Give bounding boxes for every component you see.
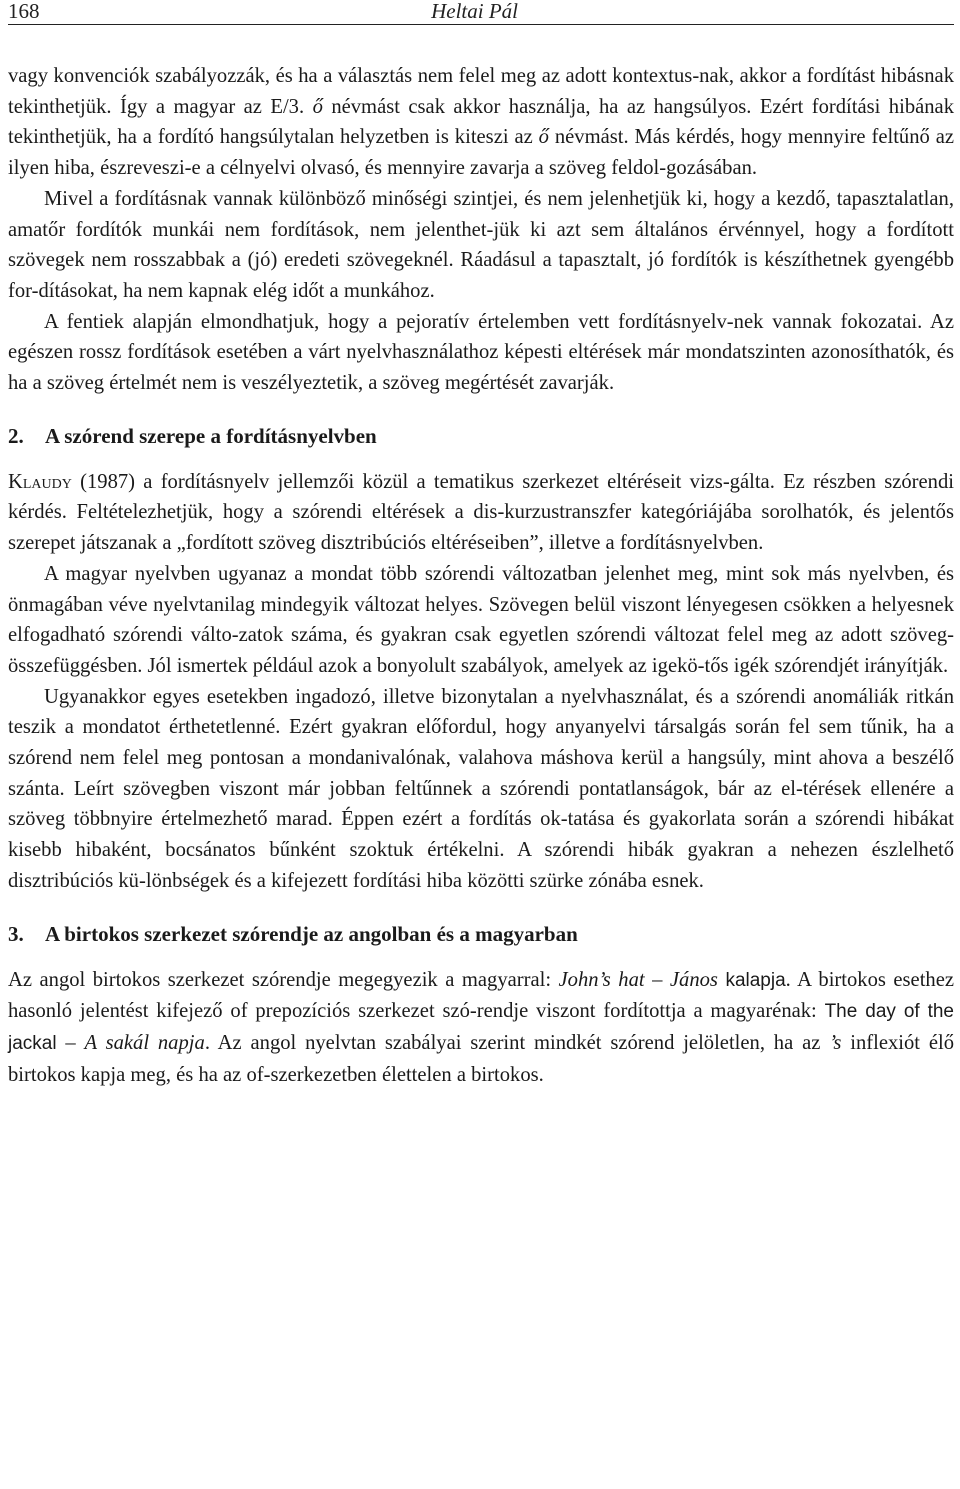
running-title: Heltai Pál — [431, 0, 518, 23]
paragraph — [8, 61, 954, 184]
text-run: névmást csak akkor használja, ha az hangsúlyos. Ezért fordítási hibának tekinthetjük, ha a fordító hangsúlytalan helyzetben is kiteszi az — [8, 95, 954, 149]
author-name: Klaudy — [8, 470, 72, 493]
section-number: 3. — [8, 921, 24, 946]
text-run: (1987) a fordításnyelv jellemzői közül a tematikus szerkezet eltéréseit vizs-gálta. Ez részben szórendi kérdés. Feltételezhetjük, hogy a szórendi eltérések a dis-kurzustranszfer kategóriájába sorolhatók, és jelentős szerepet játszanak a „fordított szöveg disztribúciós eltéréseiben”, illetve a fordításnyelvben. — [8, 470, 954, 555]
dash: – — [56, 1031, 85, 1054]
text-run: inflexiót élő birtokos kapja meg, és ha az of-szerkezetben élettelen a birtokos. — [8, 1031, 955, 1086]
example-english: The day of the jackal — [8, 1001, 955, 1054]
text-run: . A birtokos esethez hasonló jelentést kifejező of prepozíciós szerkezet szó-rendje viszont fordítottja a magyarénak: — [8, 968, 954, 1023]
paragraph — [8, 965, 954, 1091]
paragraph: Mivel a fordításnak vannak különböző minőségi szintjei, és nem jelenhetjük ki, hogy a kezdő, tapasztalatlan, amatőr fordítók munkái nem fordítások, nem jelenthet-jük ki azt sem általános érvénnyel, hogy a fordított szövegek nem rosszabbak a (jó) eredeti szövegeknél. Ráadásul a tapasztalt, jó fordítók is készíthetnek gyengébb for-dításokat, ha nem kapnak elég időt a munkához. — [8, 187, 954, 302]
running-header — [8, 0, 954, 25]
body-text — [8, 61, 954, 1090]
dash: – — [644, 968, 670, 991]
section-title: A szórend szerepe a fordításnyelvben — [45, 423, 377, 448]
example-english: John’s hat — [558, 968, 645, 991]
example-hungarian: kalapja — [725, 969, 786, 991]
paragraph — [8, 467, 954, 559]
section-heading — [8, 919, 954, 949]
italic-pronoun: ő — [312, 95, 323, 118]
text-run: . Az angol nyelvtan szabályai szerint mindkét szórend jelöletlen, ha az — [204, 1031, 830, 1054]
example-hungarian: János — [669, 968, 718, 991]
text-run: névmást. Más kérdés, hogy mennyire feltűnő az ilyen hiba, észreveszi-e a célnyelvi olvasó, és mennyire zavarja a szöveg feldol-gozásában. — [8, 126, 954, 180]
page-number: 168 — [8, 0, 40, 23]
text-run: Az angol birtokos szerkezet szórendje megegyezik a magyarral: — [8, 968, 559, 991]
example-inflection: ’s — [829, 1031, 842, 1054]
text-run: vagy konvenciók szabályozzák, és ha a választás nem felel meg az adott kontextus-nak, akkor a fordítást hibásnak tekinthetjük. Így a magyar az E/3. — [8, 65, 954, 118]
italic-pronoun: ő — [538, 126, 549, 149]
section-title: A birtokos szerkezet szórendje az angolban és a magyarban — [45, 921, 578, 946]
paragraph: A fentiek alapján elmondhatjuk, hogy a pejoratív értelemben vett fordításnyelv-nek vannak fokozatai. Az egészen rossz fordítások esetében a várt nyelvhasználathoz képesti eltérések már mondatszinten azonosíthatók, és ha a szöveg értelmét nem is veszélyeztetik, a szöveg megértését zavarják. — [8, 310, 954, 395]
page — [8, 0, 954, 1090]
paragraph: A magyar nyelvben ugyanaz a mondat több szórendi változatban jelenhet meg, mint sok más nyelvben, és önmagában véve nyelvtanilag mindegyik változat helyes. Szövegen belül viszont lényegesen csökken a helyesnek elfogadható szórendi válto-zatok száma, és gyakran csak egyetlen szórendi változat felel meg az adott szöveg-összefüggésben. Jól ismertek például azok a bonyolult szabályok, amelyek az igekö-tős igék szórendjét irányítják. — [8, 562, 954, 677]
example-hungarian: A sakál napja — [84, 1031, 205, 1054]
paragraph: Ugyanakkor egyes esetekben ingadozó, illetve bizonytalan a nyelvhasználat, és a szórendi anomáliák ritkán teszik a mondatot érthetetlenné. Ezért gyakran előfordul, hogy anyanyelvi társalgás során fel sem tűnik, ha a szórend nem felel meg pontosan a mondanivalónak, valahova máshova kerül a hangsúly, mint ahova a beszélő szánta. Leírt szövegben viszont már jobban feltűnnek a szórendi pontatlanságok, bár az el-térések ellenére a szöveg többnyire értelmezhető marad. Éppen ezért a fordítás ok-tatása és gyakorlata során a szórendi hibákat kisebb hibaként, bocsánatos bűnként szoktuk értékelni. A szórendi hibák gyakran a nehezen észlelhető disztribúciós kü-lönbségek és a kifejezett fordítási hiba közötti szürke zónába esnek. — [8, 685, 954, 892]
section-heading — [8, 421, 954, 451]
section-number: 2. — [8, 423, 24, 448]
